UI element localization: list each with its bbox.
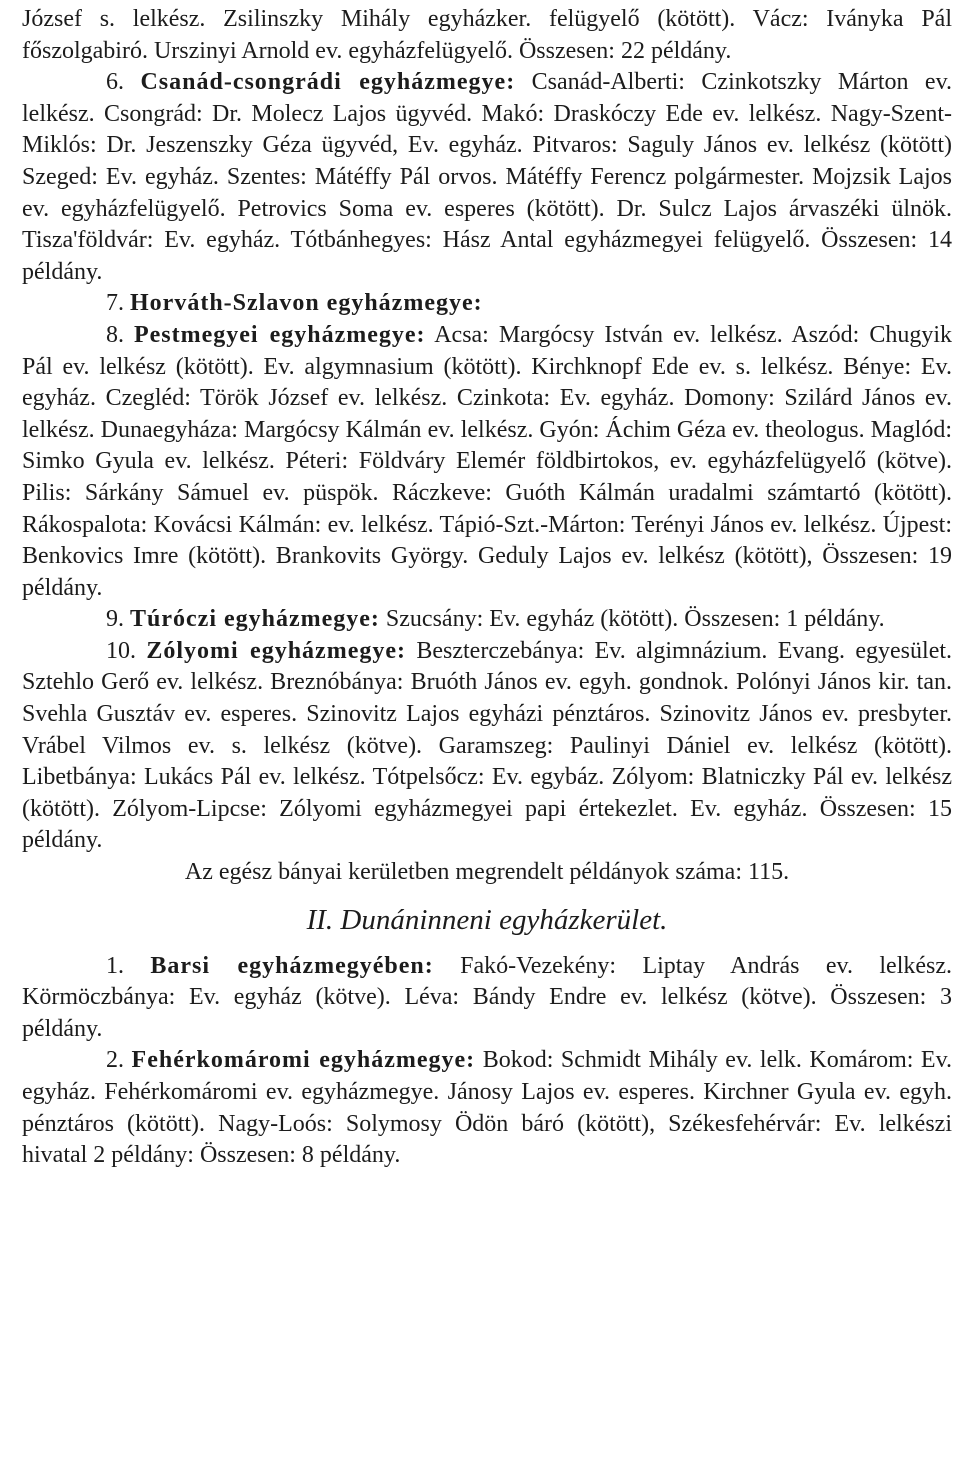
paragraph-vacz-continuation <box>22 4 952 67</box>
paragraph-horvath-szlavon <box>22 288 952 320</box>
section-heading: II. Dunáninneni egyházkerület. <box>306 903 668 936</box>
diocese-name: Fehérkomáromi egyházmegye: <box>131 1047 476 1074</box>
paragraph-text: Szucsány: Ev. egyház (kötött). Összesen: 1 példány. <box>385 606 885 633</box>
paragraph-fehérkomaromi <box>22 1045 952 1171</box>
paragraph-text: Beszterczebánya: Ev. algimnázium. Evang. egyesület. Sztehlo Gerő ev. lelkész. Breznóbánya: Bruóth János ev. egyh. gondnok. Polónyi János kir. tan. Svehla Gusztáv ev. esperes. Szinovitz Lajos egyházi pénztáros. Szinovitz János ev. presbyter. Vrábel Vilmos ev. s. lelkész (kötve). Garamszeg: Paulinyi Dániel ev. lelkész (kötött). Libetbánya: Lukács Pál ev. lelkész. Tótpelsőcz: Ev. egybáz. Zólyom: Blatniczky Pál ev. lelkész (kötött). Zólyom-Lipcse: Zólyomi egyházmegyei papi értekezlet. Ev. egyház. Összesen: 15 példány. <box>22 637 953 854</box>
paragraph-csanad-csongradi <box>22 67 952 288</box>
diocese-name: Túróczi egyházmegye: <box>130 606 380 633</box>
paragraph-text: Bokod: Schmidt Mihály ev. lelk. Komárom: Ev. egyház. Fehérkomáromi ev. egyházmegye. Jánosy Lajos ev. esperes. Kirchner Gyula ev. egyh. pénztáros (kötött). Nagy-Loós: Solymosy Ödön báró (kötött), Székesfehérvár: Ev. lelkészi hivatal 2 példány: Összesen: 8 példány. <box>22 1047 953 1169</box>
diocese-name: Pestmegyei egyházmegye: <box>133 321 426 348</box>
paragraph-text: Csanád-Alberti: Czinkotszky Márton ev. lelkész. Csongrád: Dr. Molecz Lajos ügyvéd. Makó: Draskóczy Ede ev. lelkész. Nagy-Szent-Miklós: Dr. Jeszenszky Géza ügyvéd, Ev. egyház. Pitvaros: Saguly János ev. lelkész (kötött) Szeged: Ev. egyház. Szentes: Mátéffy Pál orvos. Mátéffy Ferencz polgármester. Mojzsik Lajos ev. egyházfelügyelő. Petrovics Soma ev. esperes (kötött). Dr. Sulcz Lajos árvaszéki ülnök. Tisza'földvár: Ev. egyház. Tótbánhegyes: Hász Antal egyházmegyei felügyelő. Összesen: 14 példány. <box>22 69 953 285</box>
item-number: 1. <box>106 952 124 979</box>
district-total <box>22 857 952 889</box>
item-number: 8. <box>106 321 124 348</box>
paragraph-pestmegyei <box>22 320 952 604</box>
paragraph-text: Acsa: Margócsy István ev. lelkész. Aszód: Chugyik Pál ev. lelkész (kötött). Ev. algymnasium (kötött). Kirchknopf Ede ev. s. lelkész. Bénye: Ev. egyház. Czegléd: Török József ev. lelkész. Czinkota: Ev. egyház. Domony: Szilárd János ev. lelkész. Dunaegyháza: Margócsy Kálmán ev. lelkész. Gyón: Áchim Géza ev. theologus. Maglód: Simko Gyula ev. lelkész. Péteri: Földváry Elemér földbirtokos, ev. egyházfelügyelő (kötve). Pilis: Sárkány Sámuel ev. püspök. Ráczkeve: Guóth Kálmán uradalmi számtartó (kötött). Rákospalota: Kovácsi Kálmán: ev. lelkész. Tápió-Szt.-Márton: Terényi János ev. lelkész. Újpest: Benkovics Imre (kötött). Brankovits György. Geduly Lajos ev. lelkész (kötött), Összesen: 19 példány. <box>22 321 952 601</box>
item-number: 6. <box>106 69 124 96</box>
paragraph-zolyomi <box>22 636 952 857</box>
paragraph-text: Az egész bányai kerületben megrendelt példányok száma: 115. <box>184 859 790 886</box>
item-number: 7. <box>106 290 124 317</box>
diocese-name: Barsi egyházmegyében: <box>150 952 434 979</box>
paragraph-text: József s. lelkész. Zsilinszky Mihály egyházker. felügyelő (kötött). Vácz: Iványka Pál főszolgabiró. Urszinyi Arnold ev. egyházfelügyelő. Összesen: 22 példány. <box>22 6 952 64</box>
paragraph-turoczi <box>22 604 952 636</box>
document-page <box>22 4 952 1172</box>
diocese-name: Csanád-csongrádi egyházmegye: <box>140 69 516 96</box>
diocese-name: Zólyomi egyházmegye: <box>146 637 406 664</box>
paragraph-text: Fakó-Vezekény: Liptay András ev. lelkész. Körmöczbánya: Ev. egyház (kötve). Léva: Bándy Endre ev. lelkész (kötve). Összesen: 3 példány. <box>22 952 953 1042</box>
diocese-name: Horváth-Szlavon egyházmegye: <box>130 290 483 317</box>
paragraph-barsi <box>22 951 952 1046</box>
item-number: 10. <box>106 637 136 664</box>
item-number: 9. <box>106 606 124 633</box>
item-number: 2. <box>106 1047 124 1074</box>
